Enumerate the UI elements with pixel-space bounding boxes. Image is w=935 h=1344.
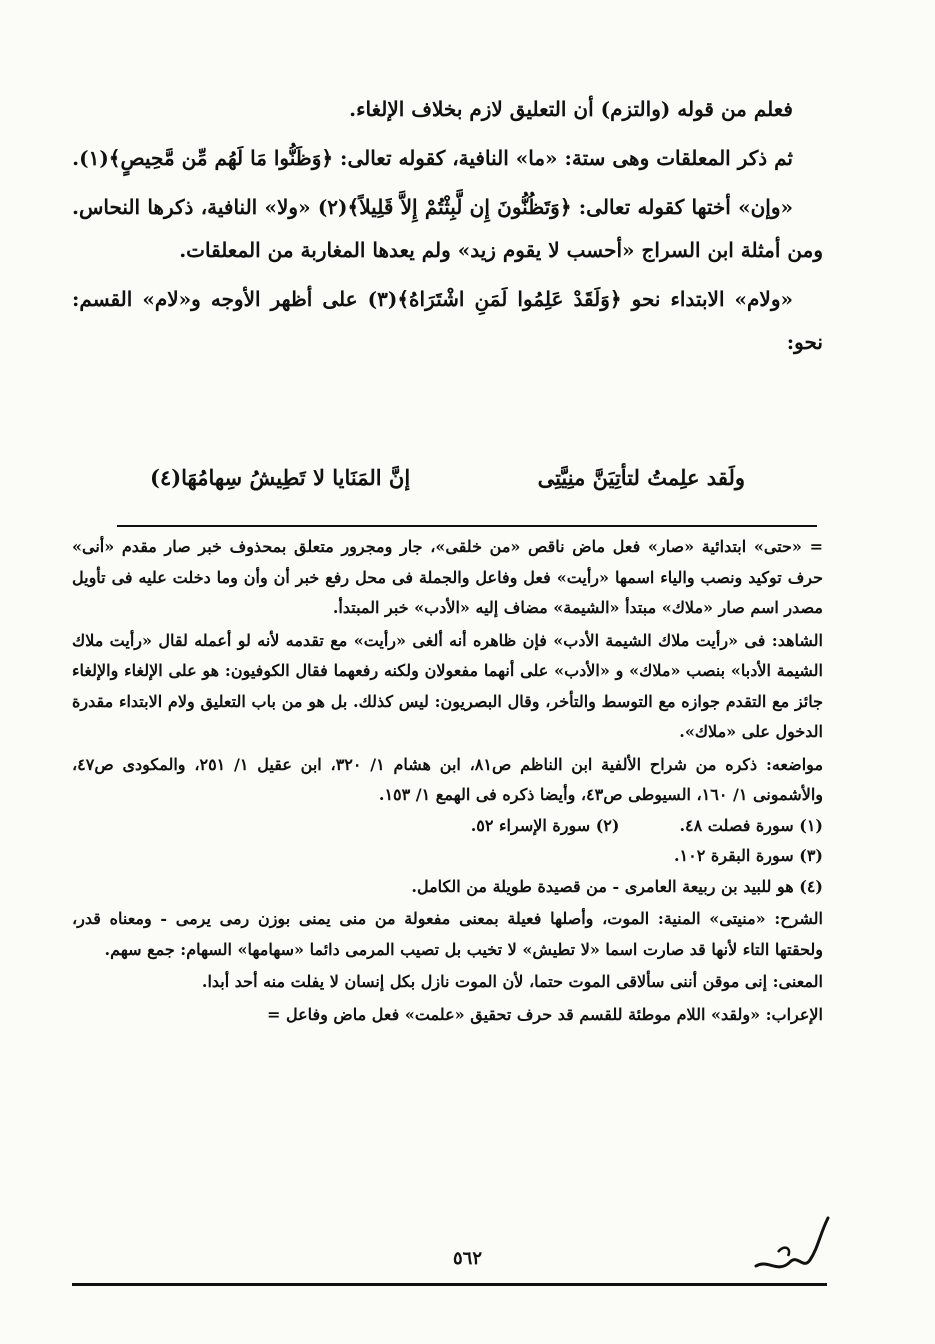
footnote-mana: المعنى: إنى موقن أننى سألاقى الموت حتما، لأن الموت نازل بكل إنسان لا يفلت منه أحد أبدا. bbox=[201, 972, 823, 991]
footnote-shahid: الشاهد: فى «رأيت ملاك الشيمة الأدب» فإن ظاهره أنه ألغى «رأيت» مع تقدمه لأنه لو أعمله لقال «رأيت ملاك الشيمة الأدبا» بنصب «ملاك» و «الأدب» على أنهما مفعولان ولكنه رفعهما فقال الكوفيون: هو على الإلغاء والإلغاء جائز مع التقدم جوازه مع التوسط والتأخر، وقال البصريون: ليس كذلك. بل هو من باب التعليق ولام الابتداء مقدرة الدخول على «ملاك». bbox=[72, 630, 824, 741]
bottom-rule bbox=[72, 1283, 827, 1286]
signature-mark bbox=[748, 1204, 838, 1284]
footnote-ref-2: (٢) سورة الإسراء ٥٢. bbox=[470, 815, 620, 835]
main-text bbox=[72, 88, 823, 370]
footnote-ref-1: (١) سورة فصلت ٤٨. bbox=[679, 815, 823, 835]
footnote-ref-3: (٣) سورة البقرة ١٠٢. bbox=[673, 846, 823, 865]
poetry-verse bbox=[150, 458, 745, 498]
paragraph-1: فعلم من قوله (والتزم) أن التعليق لازم بخلاف الإلغاء. bbox=[349, 97, 793, 121]
paragraph-2: ثم ذكر المعلقات وهى ستة: «ما» النافية، كقوله تعالى: ﴿وَظَنُّوا مَا لَهُم مِّن مَّحِيصٍ﴾(١). bbox=[72, 146, 793, 170]
verse-second-hemistich: إنَّ المَنَايا لا تَطِيشُ سِهامُهَا(٤) bbox=[150, 465, 411, 490]
footnotes bbox=[72, 532, 823, 1030]
page-number: ٥٦٢ bbox=[452, 1248, 482, 1269]
footnote-irab: الإعراب: «ولقد» اللام موطئة للقسم قد حرف تحقيق «علمت» فعل ماض وفاعل = bbox=[266, 1004, 823, 1024]
footnote-mawadi: مواضعه: ذكره من شراح الألفية ابن الناظم ص٨١، ابن هشام ١/ ٣٢٠، ابن عقيل ١/ ٢٥١، والمكودى ص٤٧، والأشمونى ١/ ١٦٠، السيوطى ص٤٣، وأيضا ذكره فى الهمع ١/ ١٥٣. bbox=[72, 754, 824, 804]
footnote-divider bbox=[117, 525, 817, 527]
footnote-ref-4: (٤) هو للبيد بن ربيعة العامرى - من قصيدة طويلة من الكامل. bbox=[411, 876, 823, 896]
footnote-continuation: = «حتى» ابتدائية «صار» فعل ماض ناقص «من خلقى»، جار ومجرور متعلق بمحذوف خبر صار مقدم «أنى» حرف توكيد ونصب والياء اسمها «رأيت» فعل وفاعل والجملة فى محل رفع خبر أن وأن وما دخلت عليه فى تأويل مصدر اسم صار «ملاك» مبتدأ «الشيمة» مضاف إليه «الأدب» خبر المبتدأ. bbox=[72, 537, 823, 617]
verse-first-hemistich: ولَقد علِمتُ لتأتِيَنَّ منِيَّتِى bbox=[537, 465, 745, 490]
paragraph-3: «وإن» أختها كقوله تعالى: ﴿وَتَظُنُّونَ إِن لَّبِثْتُمْ إِلاَّ قَلِيلاً﴾(٢) «ولا» النافية، ذكرها النحاس. ومن أمثلة ابن السراج «أحسب لا يقوم زيد» ولم يعدها المغاربة من المعلقات. bbox=[72, 195, 823, 262]
footnote-sharh: الشرح: «منيتى» المنية: الموت، وأصلها فعيلة بمعنى مفعولة من منى يمنى بوزن رمى يرمى - ومعناه قدر، ولحقتها التاء لأنها قد صارت اسما «لا تطيش» لا تخيب بل تصيب المرمى دائما «سهامها» السهام: جمع سهم. bbox=[72, 909, 823, 959]
footnote-refs-row bbox=[72, 811, 823, 842]
paragraph-4: «ولام» الابتداء نحو ﴿وَلَقَدْ عَلِمُوا لَمَنِ اشْتَرَاهُ﴾(٣) على أظهر الأوجه و«لام» القسم: نحو: bbox=[72, 287, 823, 354]
